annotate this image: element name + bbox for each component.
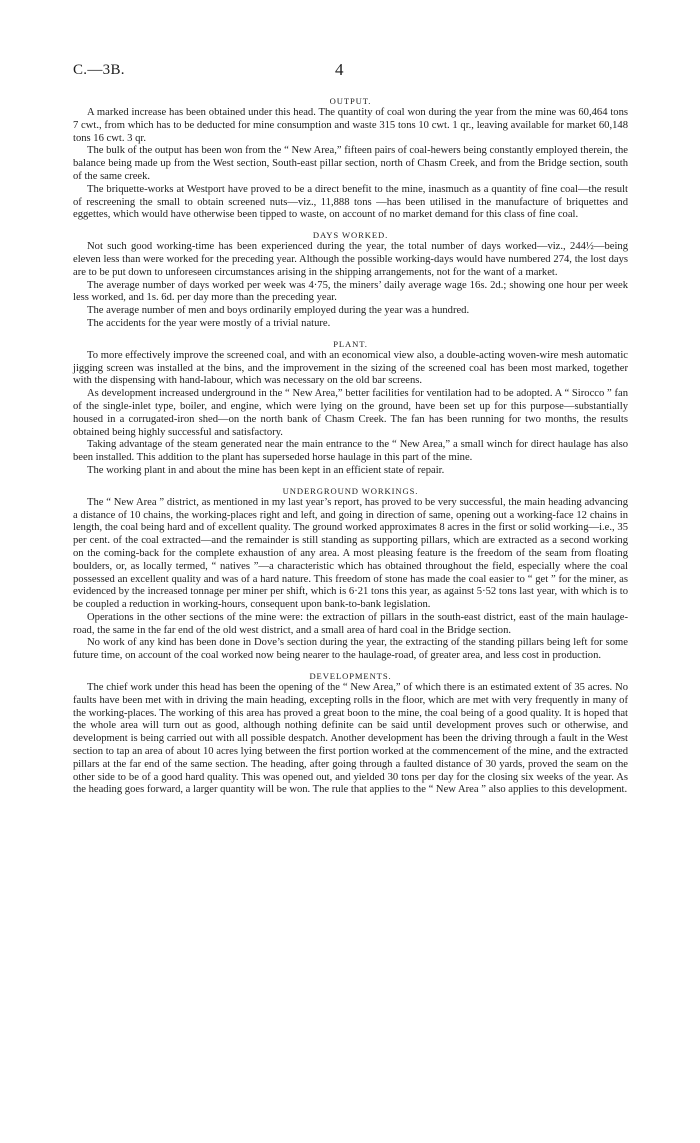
section-days-worked <box>73 230 628 331</box>
paragraph: Taking advantage of the steam generated near the main entrance to the “ New Area,” a small winch for direct haulage has also been installed. This addition to the plant has superseded horse haulage in this part of the mine. <box>73 439 628 464</box>
page-number: 4 <box>335 60 344 79</box>
section-developments <box>73 671 628 797</box>
section-spacer <box>73 478 628 486</box>
paragraph: Operations in the other sections of the mine were: the extraction of pillars in the south-east district, east of the main haulage-road, the same in the far end of the old west district, and a small area of hard coal in the Bridge section. <box>73 611 628 636</box>
section-title-days-worked: DAYS WORKED. <box>312 230 389 241</box>
paragraph: The accidents for the year were mostly of a trivial nature. <box>87 317 331 329</box>
paragraph: The chief work under this head has been the opening of the “ New Area,” of which there is an estimated extent of 35 acres. No faults have been met with in driving the main heading, excepting rolls in the floor, which are met with very frequently in many of the working-places. The working of this area has proved a great boon to the mine, the coal being of a good quality. It is hoped that the whole area will turn out as good, although nothing definite can be said until development proves such or otherwise, and development is being carried out with all possible despatch. Another development has been the driving through a fault in the West section to tap an area of about 10 acres lying between the first portion worked at the commencement of the mine, and the extracted pillars at the far end of the same section. The heading, after going through a faulted distance of 30 yards, proved the seam on the other side to be of a good hard quality. This was opened out, and yielded 30 tons per day for the closing six weeks of the year. As the heading goes forward, a larger quantity will be won. The rule that applies to the “ New Area ” also applies to this development. <box>73 682 628 796</box>
paragraph: The average number of men and boys ordinarily employed during the year was a hundred. <box>87 305 470 317</box>
section-title-plant: PLANT. <box>333 338 368 349</box>
document-reference: C.—3B. <box>73 62 125 78</box>
document-page <box>73 62 628 797</box>
paragraph: A marked increase has been obtained under this head. The quantity of coal won during the year from the mine was 60,464 tons 7 cwt., from which has to be deducted for mine consumption and waste 315 tons 10 cwt. 1 qr., leaving available for market 60,148 tons 16 cwt. 3 qr. <box>73 107 628 144</box>
section-title-underground-workings: UNDERGROUND WORKINGS. <box>282 485 419 496</box>
paragraph: To more effectively improve the screened coal, and with an economical view also, a double-acting woven-wire mesh automatic jigging screen was installed at the bins, and the improvement in the sizing of the screened coal has been most marked, together with the dispensing with hand-labour, which was necessary on the old bar screens. <box>73 349 628 387</box>
section-title-developments: DEVELOPMENTS. <box>309 671 392 682</box>
paragraph: The briquette-works at Westport have proved to be a direct benefit to the mine, inasmuch as a quantity of fine coal—the result of rescreening the small to obtain screened nuts—viz., 11,888 tons —has been utilised in the manufacture of briquettes and eggettes, which would have otherwise been tipped to waste, on account of no market demand for this class of fine coal. <box>73 183 628 221</box>
section-output <box>73 96 628 222</box>
paragraph: The working plant in and about the mine has been kept in an efficient state of repair. <box>87 464 445 476</box>
paragraph: The “ New Area ” district, as mentioned in my last year’s report, has proved to be very successful, the main heading advancing a distance of 10 chains, the working-places right and left, and going in direction of same, opening out a working-face 12 chains in length, the coal being hard and of excellent quality. The ground worked approximates 8 acres in the first or solid working—i.e., 35 per cent. of the coal extracted—and the remainder is still standing as supporting pillars, which are extracted as a second working on the coming-back for the complete exhaustion of any area. A most pleasing feature is the freedom of the seam from floating boulders, or, as locally termed, “ natives ”—a characteristic which has obtained throughout the field, especially where the coal possessed an excellent quality and was of a hard nature. This freedom of stone has made the coal easier to “ get ” for the miner, as evidenced by the increased tonnage per miner per shift, which is 6·21 tons this year, as against 5·52 tons last year, with which is to be coupled a reduction in working-hours, consequent upon bank-to-bank legislation. <box>73 496 628 611</box>
section-spacer <box>73 222 628 230</box>
section-underground-workings <box>73 486 628 663</box>
page-header <box>73 62 628 86</box>
paragraph: As development increased underground in the “ New Area,” better facilities for ventilation had to be adopted. A “ Sirocco ” fan of the single-inlet type, boiler, and engine, which were lying on the ground, have been set up for this purpose—substantially housed in a corrugated-iron shed—on the north bank of Chasm Creek. The fan has been running for two months, the results obtained being highly successful and satisfactory. <box>73 388 628 438</box>
paragraph: Not such good working-time has been experienced during the year, the total number of days worked—viz., 244½—being eleven less than were worked for the preceding year. Although the possible working-days would have numbered 274, the lost days are to be put down to unforeseen circumstances arising in the shipping arrangements, not for the want of a market. <box>73 241 628 278</box>
section-spacer <box>73 663 628 671</box>
paragraph: The bulk of the output has been won from the “ New Area,” fifteen pairs of coal-hewers being constantly employed therein, the balance being made up from the West section, South-east pillar section, north of Chasm Creek, and from the Bridge section, south of the same creek. <box>73 145 628 182</box>
paragraph: No work of any kind has been done in Dove’s section during the year, the extracting of the standing pillars being left for some future time, on account of the coal worked now being nearer to the haulage-road, of greater area, and less cost in production. <box>73 637 628 662</box>
section-spacer <box>73 331 628 339</box>
section-plant <box>73 339 628 478</box>
paragraph: The average number of days worked per week was 4·75, the miners’ daily average wage 16s. 2d.; showing one hour per week less worked, and 1s. 6d. per day more than the preceding year. <box>73 279 628 304</box>
section-title-output: OUTPUT. <box>329 96 372 106</box>
